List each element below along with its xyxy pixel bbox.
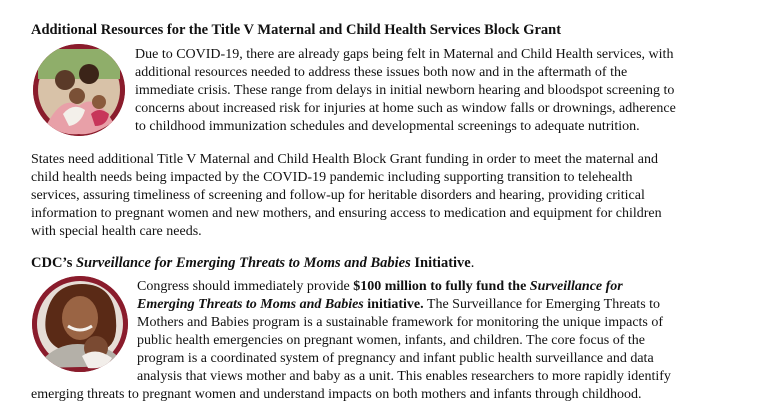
text-line: additional resources needed to address these issues both now and in the aftermath of the [135, 64, 628, 80]
text-line: child health needs being impacted by the COVID-19 pandemic including supporting transition to telehealth [31, 169, 633, 185]
text-line: analysis that views mother and baby as a unit. This enables researchers to more rapidly identify [137, 368, 671, 384]
text-line: services, assuring timeliness of screening and follow-up for heritable disorders and hearing, providing critical [31, 187, 645, 203]
funding-amount: $100 million to fully fund the [353, 279, 530, 294]
text-line: with special health care needs. [31, 223, 202, 239]
text-line: immediate crisis. These range from delays in initial newborn hearing and bloodspot screening to [135, 82, 675, 98]
text-line: emerging threats to pregnant women and understand impacts on both mothers and infants through childhood. [31, 387, 642, 402]
initiative-name-part2: Emerging Threats to Moms and Babies [137, 296, 364, 312]
heading-suffix: Initiative [410, 255, 471, 271]
text-line: States need additional Title V Maternal and Child Health Block Grant funding in order to meet the maternal and [31, 152, 659, 167]
paragraph-covid-gaps [135, 46, 747, 136]
mother-baby-photo-icon [32, 276, 128, 372]
text-line: to childhood immunization schedules and developmental screenings to adequate nutrition. [135, 118, 640, 134]
text-line: information to pregnant women and new mothers, and ensuring access to medication and equipment for children [31, 205, 662, 221]
family-photo-icon [33, 44, 125, 136]
section-heading-cdc-initiative [31, 254, 474, 273]
section-heading-title-v: Additional Resources for the Title V Maternal and Child Health Services Block Grant [31, 22, 562, 38]
text-line: The Surveillance for Emerging Threats to [423, 296, 661, 312]
text-line: Due to COVID-19, there are already gaps being felt in Maternal and Child Health services, with [135, 47, 674, 62]
text-line: public health emergencies on pregnant women, infants, and children. The core focus of the [137, 332, 645, 348]
paragraph-states-funding [31, 151, 751, 241]
paragraph-congress-funding [137, 278, 751, 385]
text-line: concerns about increased risk for injuries at home such as window falls or drownings, adherence [135, 100, 676, 116]
initiative-name-part1: Surveillance for [529, 279, 623, 294]
heading-italic-title: Surveillance for Emerging Threats to Moms and Babies [75, 255, 411, 271]
text-line: Mothers and Babies program is a sustainable framework for monitoring the unique impacts of [137, 314, 664, 330]
initiative-word: initiative. [363, 296, 424, 312]
text-line: program is a coordinated system of pregnancy and infant public health surveillance and data [137, 350, 654, 366]
heading-prefix: CDC’s [31, 255, 76, 271]
paragraph-last-line [31, 386, 751, 404]
heading-period: . [470, 255, 475, 271]
text-intro: Congress should immediately provide [137, 279, 354, 294]
